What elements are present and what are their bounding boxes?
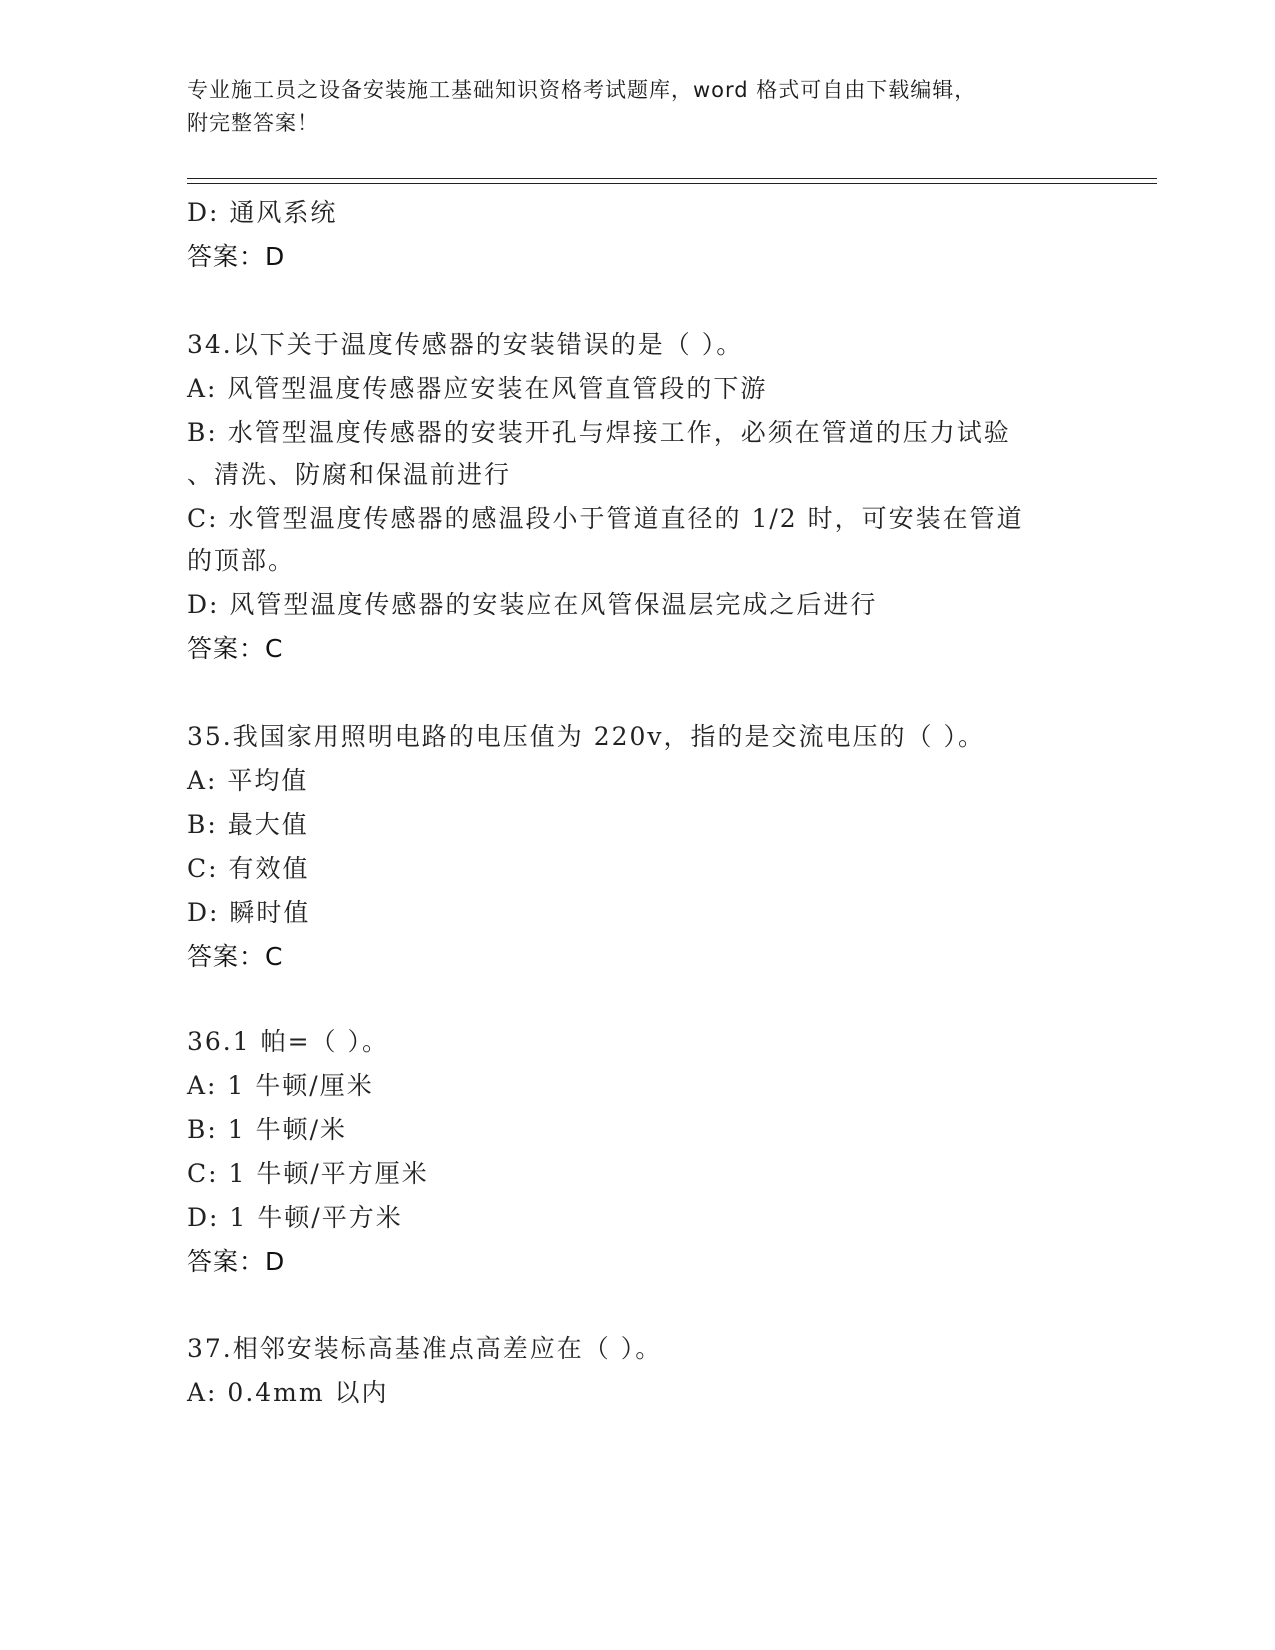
option-b: B: 最大值 [187,810,309,839]
option-d: D: 通风系统 [187,198,338,227]
option-b: B: 1 牛顿/米 [187,1115,348,1144]
option-c: C: 有效值 [187,854,310,883]
question-stem: 37.相邻安装标高基准点高差应在（ ）。 [187,1334,663,1363]
question-stem: 34.以下关于温度传感器的安装错误的是（ ）。 [187,330,744,359]
option-c: C: 水管型温度传感器的感温段小于管道直径的 1/2 时，可安装在管道 [187,504,1024,533]
option-a: A: 平均值 [187,766,309,795]
answer-text: 答案：D [187,242,286,271]
option-a: A: 0.4mm 以内 [187,1378,389,1407]
header-line-2: 附完整答案！ [187,111,319,135]
answer-text: 答案：D [187,1247,286,1276]
option-d: D: 风管型温度传感器的安装应在风管保温层完成之后进行 [187,590,878,619]
header-line-1: 专业施工员之设备安装施工基础知识资格考试题库，word 格式可自由下载编辑， [187,78,977,102]
answer-text: 答案：C [187,942,284,971]
header-divider-top [187,178,1157,179]
option-c: C: 1 牛顿/平方厘米 [187,1159,429,1188]
option-d: D: 瞬时值 [187,898,311,927]
header-divider-bottom [187,183,1157,184]
option-a: A: 1 牛顿/厘米 [187,1071,374,1100]
question-stem: 36.1 帕=（ ）。 [187,1027,390,1056]
option-b-continued: 、清洗、防腐和保温前进行 [187,460,512,489]
option-b: B: 水管型温度传感器的安装开孔与焊接工作，必须在管道的压力试验 [187,418,1011,447]
answer-text: 答案：C [187,634,284,663]
header-title [187,74,1087,140]
option-d: D: 1 牛顿/平方米 [187,1203,403,1232]
option-c-continued: 的顶部。 [187,546,296,575]
option-a: A: 风管型温度传感器应安装在风管直管段的下游 [187,374,768,403]
question-stem: 35.我国家用照明电路的电压值为 220v，指的是交流电压的（ ）。 [187,722,985,751]
